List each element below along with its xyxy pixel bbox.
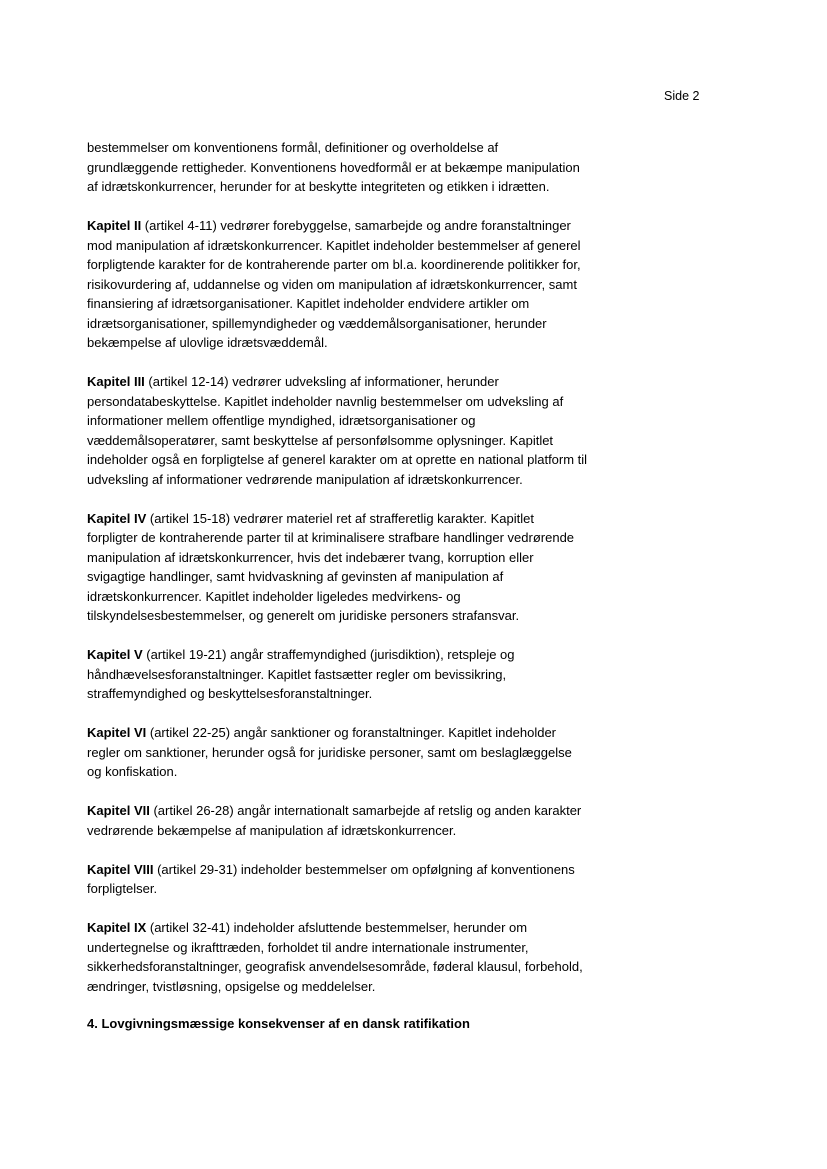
text-line: idrætskonkurrencer. Kapitlet indeholder ligeledes medvirkens- og: [87, 588, 461, 604]
chapter-heading: Kapitel IV: [87, 510, 147, 526]
text-line: forpligtelser.: [87, 881, 158, 896]
text-line: idrætsorganisationer, spillemyndigheder og væddemålsorganisationer, herunder: [87, 315, 547, 331]
chapter-paragraph: [87, 860, 647, 899]
text-line: forpligter de kontraherende parter til at kriminalisere strafbare handlinger vedrørende: [87, 530, 575, 545]
text-line: bestemmelser om konventionens formål, definitioner og overholdelse af: [87, 140, 499, 155]
section-heading: 4. Lovgivningsmæssige konsekvenser af en dansk ratifikation: [87, 1016, 470, 1031]
text-line: [87, 918, 647, 938]
chapter-heading: Kapitel VI: [87, 725, 147, 740]
chapter-text: (artikel 22-25) angår sanktioner og foranstaltninger. Kapitlet indeholder: [146, 725, 556, 740]
chapter-heading: Kapitel II: [87, 218, 142, 233]
text-line: indeholder også en forpligtelse af generel karakter om at oprette en national platform til: [87, 452, 588, 467]
text-line: persondatabeskyttelse. Kapitlet indeholder navnlig bestemmelser om udveksling af: [87, 393, 564, 409]
chapter-paragraph: [87, 801, 647, 840]
text-line: [87, 509, 647, 529]
document-body: [87, 138, 647, 1016]
text-line: risikovurdering af, uddannelse og viden om manipulation af idrætskonkurrencer, samt: [87, 276, 577, 292]
text-line: væddemålsoperatører, samt beskyttelse af personfølsomme oplysninger. Kapitlet: [87, 432, 554, 448]
text-line: [87, 645, 647, 665]
text-line: af idrætskonkurrencer, herunder for at beskytte integriteten og etikken i idrætten.: [87, 179, 550, 194]
text-line: sikkerhedsforanstaltninger, geografisk anvendelsesområde, føderal klausul, forbehold,: [87, 959, 583, 974]
text-line: og konfiskation.: [87, 764, 178, 779]
chapter-text: (artikel 19-21) angår straffemyndighed (jurisdiktion), retspleje og: [142, 647, 515, 662]
text-line: tilskyndelsesbestemmelser, og generelt om juridiske personers strafansvar.: [87, 608, 520, 623]
chapter-text: (artikel 15-18) vedrører materiel ret af strafferetlig karakter. Kapitlet: [146, 510, 534, 526]
chapter-text: (artikel 29-31) indeholder bestemmelser om opfølgning af konventionens: [153, 861, 575, 877]
chapter-heading: Kapitel VIII: [87, 861, 154, 877]
chapter-paragraph: [87, 372, 647, 489]
text-line: finansiering af idrætsorganisationer. Kapitlet indeholder endvidere artikler om: [87, 296, 530, 311]
chapter-text: (artikel 26-28) angår internationalt samarbejde af retslig og anden karakter: [149, 803, 582, 818]
text-line: [87, 372, 647, 392]
chapter-text: (artikel 32-41) indeholder afsluttende bestemmelser, herunder om: [146, 920, 528, 935]
chapter-text: (artikel 12-14) vedrører udveksling af informationer, herunder: [144, 374, 499, 389]
text-line: regler om sanktioner, herunder også for juridiske personer, samt om beslaglæggelse: [87, 744, 572, 760]
chapter-paragraph: [87, 216, 647, 353]
text-line: ændringer, tvistløsning, opsigelse og meddelelser.: [87, 978, 376, 994]
text-line: vedrørende bekæmpelse af manipulation af idrætskonkurrencer.: [87, 822, 457, 838]
chapter-paragraph: [87, 509, 647, 626]
chapter-heading: Kapitel III: [87, 374, 145, 389]
text-line: udveksling af informationer vedrørende manipulation af idrætskonkurrencer.: [87, 471, 523, 487]
chapter-text: (artikel 4-11) vedrører forebyggelse, samarbejde og andre foranstaltninger: [141, 218, 571, 233]
text-line: [87, 723, 647, 743]
chapter-paragraph: [87, 645, 647, 704]
chapter-heading: Kapitel VII: [87, 803, 150, 818]
chapter-heading: Kapitel IX: [87, 920, 147, 935]
chapter-paragraph: [87, 918, 647, 996]
text-line: straffemyndighed og beskyttelsesforanstaltninger.: [87, 686, 373, 701]
text-line: informationer mellem offentlige myndighed, idrætsorganisationer og: [87, 413, 476, 428]
text-line: forpligtende karakter for de kontraherende parter om bl.a. koordinerende politikker for,: [87, 257, 581, 272]
text-line: håndhævelsesforanstaltninger. Kapitlet fastsætter regler om bevissikring,: [87, 666, 507, 682]
text-line: [87, 801, 647, 821]
chapter-paragraph: [87, 723, 647, 782]
page-number: Side 2: [664, 89, 700, 103]
text-line: bekæmpelse af ulovlige idrætsvæddemål.: [87, 335, 328, 350]
intro-paragraph: [87, 138, 647, 197]
chapter-heading: Kapitel V: [87, 647, 143, 662]
text-line: [87, 216, 647, 236]
text-line: mod manipulation af idrætskonkurrencer. Kapitlet indeholder bestemmelser af generel: [87, 237, 581, 253]
chapters-list: [87, 216, 647, 996]
text-line: svigagtige handlinger, samt hvidvaskning af gevinsten af manipulation af: [87, 569, 504, 584]
text-line: undertegnelse og ikrafttræden, forholdet til andre internationale instrumenter,: [87, 939, 529, 955]
text-line: [87, 860, 647, 880]
text-line: manipulation af idrætskonkurrencer, hvis det indebærer tvang, korruption eller: [87, 549, 534, 565]
text-line: grundlæggende rettigheder. Konventionens hovedformål er at bekæmpe manipulation: [87, 159, 580, 175]
